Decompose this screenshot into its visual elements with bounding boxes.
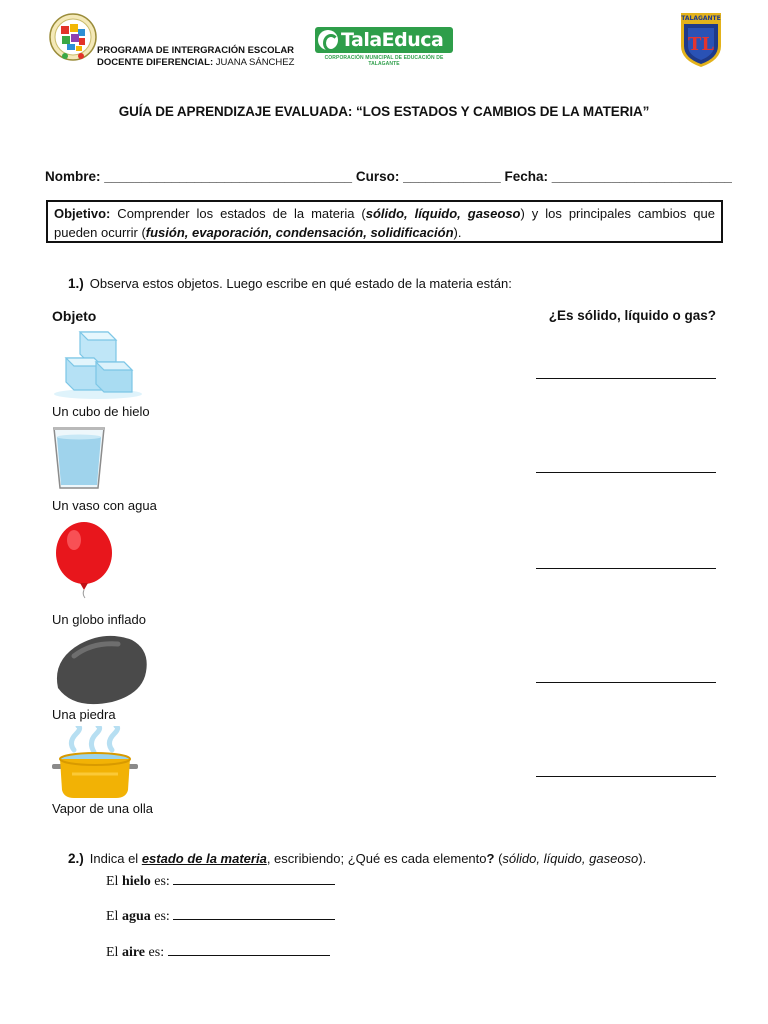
fill-agua [106,908,335,925]
item-label-4: Una piedra [52,707,116,722]
water-glass-icon [52,425,106,496]
talaeduca-bar [315,27,453,53]
program-name: PROGRAMA DE INTERGRACIÓN ESCOLAR [97,45,295,56]
question-2-emphasis: estado de la materia [141,851,267,866]
objective-text-2: ) y los principales cambios que pueden ocurrir ( [54,206,715,240]
question-2-number: 2.) [68,851,84,866]
fill-aire-blank[interactable] [168,944,330,956]
question-2-text-4: ). [638,851,647,866]
teacher-label: DOCENTE DIFERENCIAL: [97,57,214,68]
answer-line-2[interactable] [536,472,716,473]
question-2 [68,851,646,866]
fill-hielo-blank[interactable] [173,873,335,885]
question-1-number: 1.) [68,276,84,291]
item-label-3: Un globo inflado [52,612,146,627]
question-1 [68,276,512,291]
objective-label: Objetivo: [54,206,111,221]
fill-agua-pre: El [106,909,122,924]
question-2-options: sólido, líquido, gaseoso [502,851,639,866]
teacher-line [97,57,294,69]
column-header-state: ¿Es sólido, líquido o gas? [548,308,716,323]
fill-aire-post: es: [145,945,168,960]
fill-hielo-pre: El [106,874,122,889]
pie-logo [47,10,99,68]
shield-top-text: TALAGANTE [681,15,721,22]
balloon-icon [52,520,116,605]
objective-box [46,200,723,243]
nombre-label: Nombre: [45,169,101,184]
question-2-text-3: ( [494,851,503,866]
question-1-text: Observa estos objetos. Luego escribe en qué estado de la materia están: [89,276,512,291]
fill-hielo-post: es: [150,874,174,889]
fill-aire-word: aire [121,945,146,960]
nombre-blank[interactable]: _________________________________ [104,169,353,184]
talaeduca-logo [315,27,453,65]
curso-label: Curso: [355,169,400,184]
talaeduca-subtitle: CORPORACIÓN MUNICIPAL DE EDUCACIÓN DE TALAGANTE [324,55,444,67]
fill-agua-post: es: [150,909,174,924]
fill-aire [106,944,330,961]
fill-agua-word: agua [121,909,151,924]
fill-agua-blank[interactable] [173,908,335,920]
talaeduca-logo-text: TalaEduca [341,29,444,51]
objective-text-1: Comprender los estados de la materia ( [110,206,366,221]
steaming-pot-icon [52,726,138,807]
fecha-label: Fecha: [504,169,548,184]
teacher-name: JUANA SÁNCHEZ [215,57,295,68]
curso-blank[interactable]: _____________ [403,169,501,184]
stone-icon [52,630,150,713]
page-title: GUÍA DE APRENDIZAJE EVALUADA: “LOS ESTADOS Y CAMBIOS DE LA MATERIA” [118,104,650,119]
answer-line-5[interactable] [536,776,716,777]
talagante-shield-logo [678,12,724,68]
fecha-blank[interactable]: ________________________ [551,169,732,184]
talaeduca-c-icon [318,30,338,50]
fill-aire-pre: El [106,945,122,960]
item-label-5: Vapor de una olla [52,801,153,816]
answer-line-3[interactable] [536,568,716,569]
answer-line-4[interactable] [536,682,716,683]
question-2-qmark: ? [486,851,495,866]
objective-text-3: ). [453,225,462,240]
fill-hielo-word: hielo [121,874,151,889]
question-2-text-1: Indica el [89,851,142,866]
item-label-2: Un vaso con agua [52,498,157,513]
objective-states: sólido, líquido, gaseoso [365,206,521,221]
answer-line-1[interactable] [536,378,716,379]
question-2-text-2: , escribiendo; ¿Qué es cada elemento [266,851,487,866]
program-info [97,45,294,69]
fill-hielo [106,873,335,890]
shield-letters: TL [687,34,715,55]
student-info-line [45,169,732,184]
item-label-1: Un cubo de hielo [52,404,150,419]
ice-cubes-icon [52,328,144,405]
column-header-object: Objeto [52,308,97,324]
objective-changes: fusión, evaporación, condensación, solidificación [145,225,454,240]
